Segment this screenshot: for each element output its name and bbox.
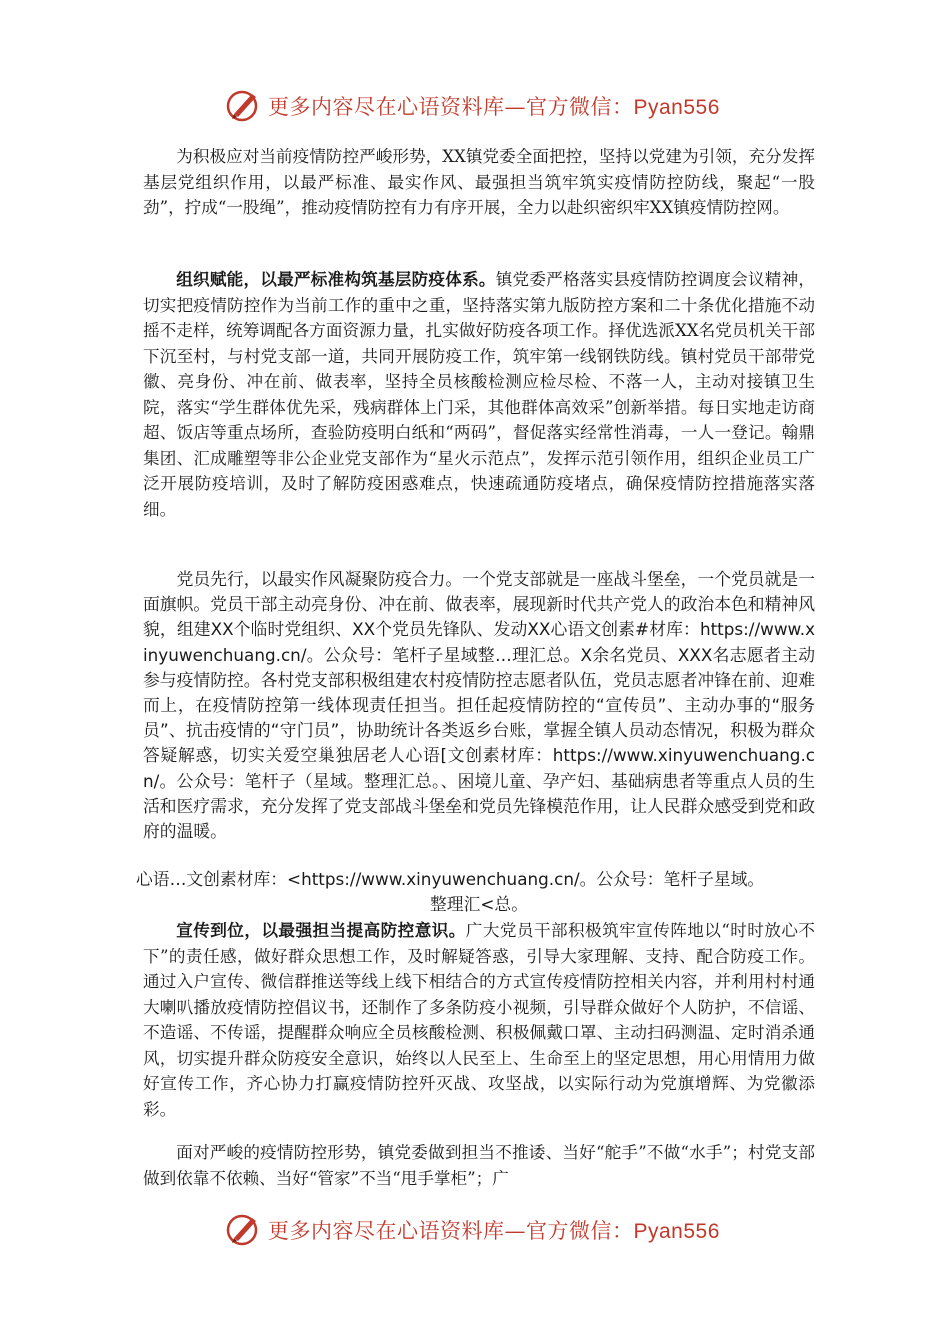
publicity-paragraph-block: [143, 918, 815, 1122]
party-member-paragraph: 党员先行，以最实作风凝聚防疫合力。一个党支部就是一座战斗堡垒，一个党员就是一面旗帜。党员干部主动亮身份、冲在前、做表率，展现新时代共产党人的政治本色和精神风貌，组建XX个临时党组织、XX个党员先锋队、发动XX心语文创素#材库：https://www.xinyuwenchuang.cn/。公众号：笔杆子星域整…理汇总。X余名党员、XXX名志愿者主动参与疫情防控。各村党支部积极组建农村疫情防控志愿者队伍，党员志愿者冲锋在前、迎难而上，在疫情防控第一线体现责任担当。担任起疫情防控的“宣传员”、主动办事的“服务员”、抗击疫情的“守门员”，协助统计各类返乡台账，掌握全镇人员动态情况，积极为群众答疑解惑，切实关爱空巢独居老人心语[文创素材库：https://www.xinyuwenchuang.cn/。公众号：笔杆子（星域。整理汇总。、困境儿童、孕产妇、基础病患者等重点人员的生活和医疗需求，充分发挥了党支部战斗堡垒和党员先锋模范作用，让人民群众感受到党和政府的温暖。: [143, 569, 815, 842]
source-note-line-1: 心语…文创素材库：<https://www.xinyuwenchuang.cn/。公众号：笔杆子星域。: [136, 869, 765, 889]
intro-paragraph: 为积极应对当前疫情防控严峻形势，XX镇党委全面把控，坚持以党建为引领，充分发挥基层党组织作用，以最严标准、最实作风、最强担当筑牢筑实疫情防控防线，聚起“一股劲”，拧成“一股绳”，推动疫情防控有力有序开展，全力以赴织密织牢XX镇疫情防控网。: [143, 147, 815, 217]
banner-text: [268, 91, 720, 121]
closing-paragraph: 面对严峻的疫情防控形势，镇党委做到担当不推诿、当好“舵手”不做“水手”；村党支部做到依靠不依赖、当好“管家”不当“甩手掌柜”；广: [143, 1143, 815, 1188]
banner-text: [268, 1215, 720, 1245]
organization-paragraph-block: [143, 267, 815, 522]
publicity-body: 广大党员干部积极筑牢宣传阵地以“时时放心不下”的责任感，做好群众思想工作，及时解疑答惑，引导大家理解、支持、配合防疫工作。通过入户宣传、微信群推送等线上线下相结合的方式宣传疫情防控相关内容，并利用村村通大喇叭播放疫情防控倡议书，还制作了多条防疫小视频，引导群众做好个人防护，不信谣、不造谣、不传谣，提醒群众响应全员核酸检测、积极佩戴口罩、主动扫码测温、定时消杀通风，切实提升群众防疫安全意识，始终以人民至上、生命至上的坚定思想，用心用情用力做好宣传工作，齐心协力打赢疫情防控歼灭战、攻坚战，以实际行动为党旗增辉、为党徽添彩。: [143, 921, 815, 1119]
publicity-paragraph: [143, 918, 815, 1122]
header-banner: [0, 86, 950, 126]
closing-paragraph-block: [143, 1140, 815, 1191]
party-member-paragraph-block: [143, 567, 815, 844]
organization-heading: 组织赋能，以最严标准构筑基层防疫体系。: [176, 269, 496, 289]
source-note-line-2: 整理汇<总。: [430, 894, 528, 915]
banner-wechat-id: Pyan556: [633, 96, 720, 119]
publicity-heading: 宣传到位，以最强担当提高防控意识。: [176, 920, 466, 940]
banner-label: 更多内容尽在心语资料库—官方微信：: [268, 95, 634, 119]
banner-label: 更多内容尽在心语资料库—官方微信：: [268, 1219, 634, 1243]
banner-wechat-id: Pyan556: [633, 1220, 720, 1243]
pen-logo-icon: [225, 86, 263, 124]
footer-banner: [0, 1210, 950, 1250]
organization-body: 镇党委严格落实县疫情防控调度会议精神，切实把疫情防控作为当前工作的重中之重，坚持落实第九版防控方案和二十条优化措施不动摇不走样，统筹调配各方面资源力量，扎实做好防疫各项工作。择优选派XX名党员机关干部下沉至村，与村党支部一道，共同开展防疫工作，筑牢第一线钢铁防线。镇村党员干部带党徽、亮身份、冲在前、做表率，坚持全员核酸检测应检尽检、不落一人，主动对接镇卫生院，落实“学生群体优先采，残病群体上门采，其他群体高效采”创新举措。每日实地走访商超、饭店等重点场所，查验防疫明白纸和“两码”，督促落实经常性消毒，一人一登记。翰鼎集团、汇成雕塑等非公企业党支部作为“星火示范点”，发挥示范引领作用，组织企业员工广泛开展防疫培训，及时了解防疫困惑难点，快速疏通防疫堵点，确保疫情防控措施落实落细。: [143, 270, 816, 519]
intro-paragraph-block: [143, 144, 815, 221]
organization-paragraph: [143, 267, 815, 522]
pen-logo-icon: [225, 1210, 263, 1248]
source-note-block: [136, 867, 822, 917]
